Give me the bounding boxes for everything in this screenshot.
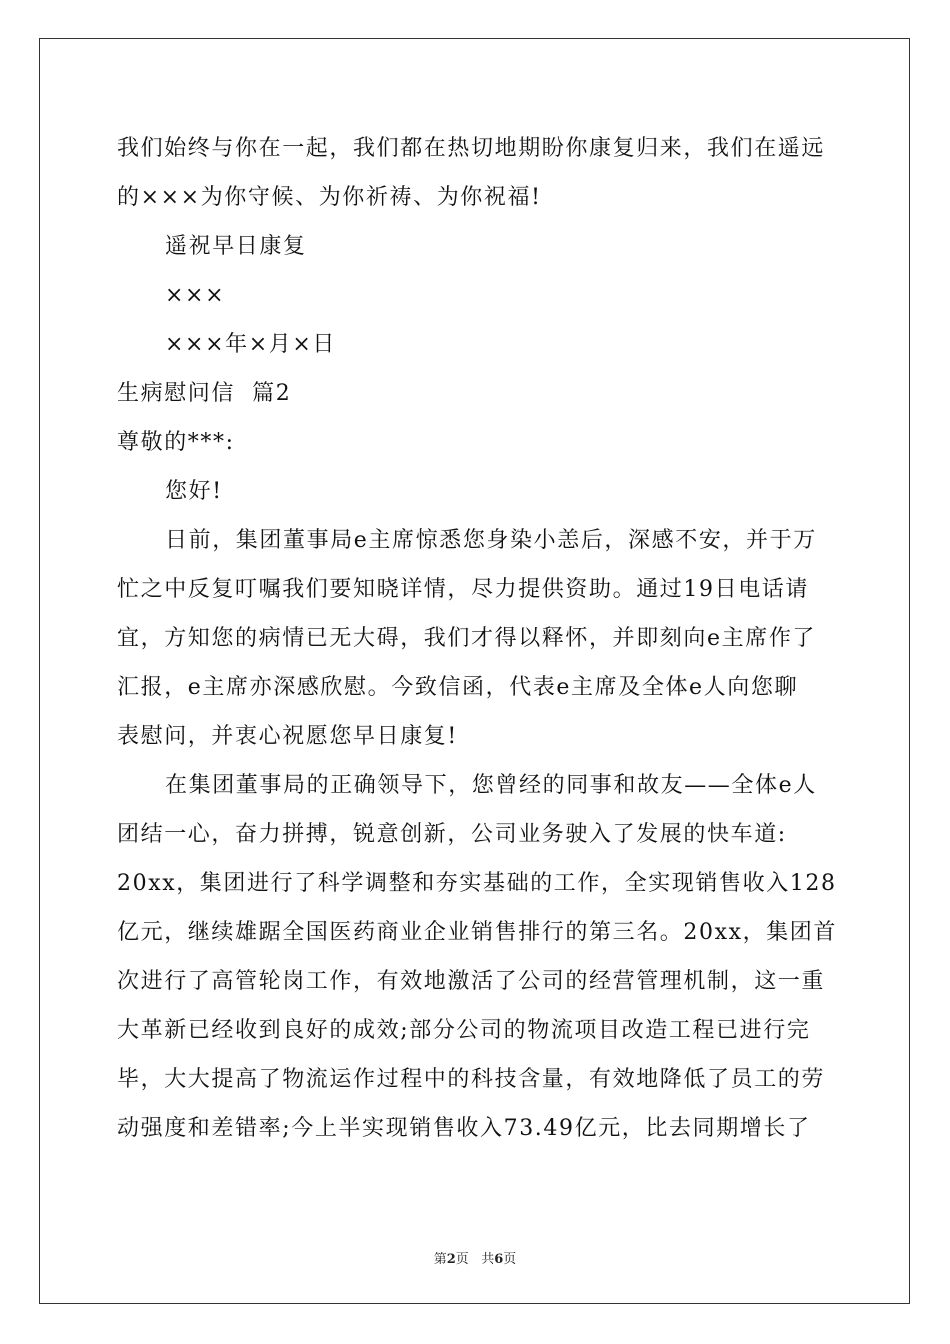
section-title: 生病慰问信 篇2 [117, 381, 292, 406]
paragraph-line: 团结一心，奋力拼搏，锐意创新，公司业务驶入了发展的快车道: [117, 822, 787, 847]
page-footer [0, 1248, 950, 1267]
paragraph-line: 次进行了高管轮岗工作，有效地激活了公司的经营管理机制，这一重 [117, 969, 826, 994]
closing-wish: 遥祝早日康复 [165, 234, 307, 259]
greeting: 您好! [165, 479, 223, 504]
paragraph-line: 20xx，集团进行了科学调整和夯实基础的工作，全实现销售收入128 [117, 871, 837, 896]
paragraph-line: 我们始终与你在一起，我们都在热切地期盼你康复归来，我们在遥远 [117, 136, 826, 161]
paragraph-line: 的×××为你守候、为你祈祷、为你祝福! [117, 185, 542, 210]
paragraph-line: 汇报，e主席亦深感欣慰。今致信函，代表e主席及全体e人向您聊 [117, 675, 799, 700]
current-page-number: 2 [446, 1252, 456, 1267]
document-body [117, 124, 838, 1153]
paragraph-line: 表慰问，并衷心祝愿您早日康复! [117, 724, 458, 749]
page-middle: 页 共 [455, 1252, 495, 1267]
signature: ××× [165, 283, 226, 308]
page-prefix: 第 [433, 1252, 447, 1267]
paragraph-line: 动强度和差错率;今上半实现销售收入73.49亿元，比去同期增长了 [117, 1116, 811, 1141]
paragraph-line: 在集团董事局的正确领导下，您曾经的同事和故友——全体e人 [165, 773, 817, 798]
date-line: ×××年×月×日 [165, 332, 336, 357]
total-pages-number: 6 [494, 1252, 504, 1267]
paragraph-line: 亿元，继续雄踞全国医药商业企业销售排行的第三名。20xx，集团首 [117, 920, 838, 945]
salutation: 尊敬的***: [117, 430, 235, 455]
paragraph-line: 毕，大大提高了物流运作过程中的科技含量，有效地降低了员工的劳 [117, 1067, 826, 1092]
page-suffix: 页 [503, 1252, 517, 1267]
paragraph-line: 宜，方知您的病情已无大碍，我们才得以释怀，并即刻向e主席作了 [117, 626, 817, 651]
paragraph-line: 大革新已经收到良好的成效;部分公司的物流项目改造工程已进行完 [117, 1018, 811, 1043]
paragraph-line: 忙之中反复叮嘱我们要知晓详情，尽力提供资助。通过19日电话请 [117, 577, 809, 602]
paragraph-line: 日前，集团董事局e主席惊悉您身染小恙后，深感不安，并于万 [165, 528, 817, 553]
